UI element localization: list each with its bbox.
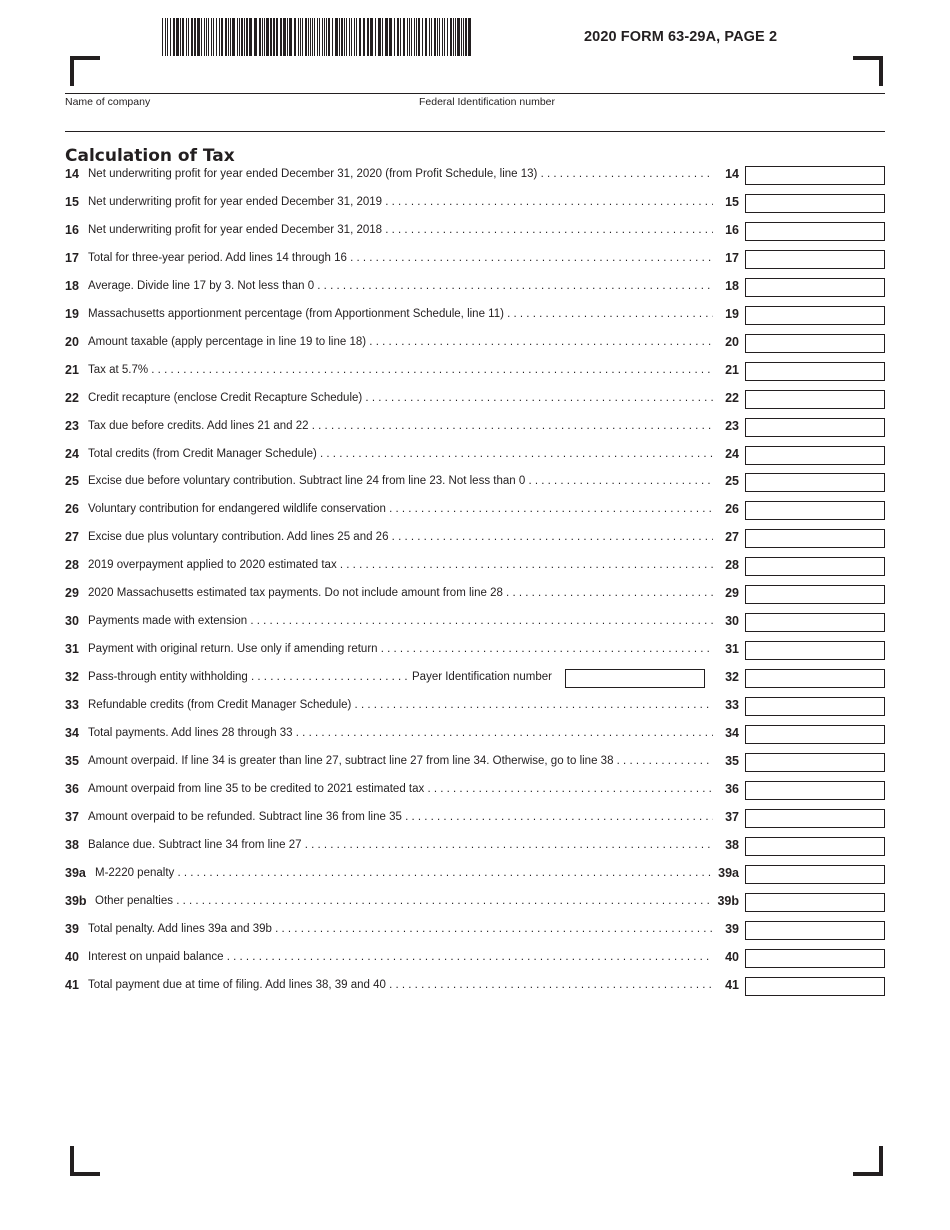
line-32-row — [65, 669, 885, 689]
line-number: 26 — [65, 502, 79, 517]
line-34-row — [65, 725, 885, 745]
line-29-row — [65, 585, 885, 605]
line-21-amount-field[interactable] — [745, 362, 885, 381]
barcode — [162, 18, 472, 56]
line-ref-number: 18 — [725, 278, 739, 293]
line-24-amount-field[interactable] — [745, 446, 885, 465]
line-ref-number: 24 — [725, 446, 739, 461]
line-description-text: Tax due before credits. Add lines 21 and 22 . . . — [88, 420, 713, 432]
line-ref-number: 26 — [725, 502, 739, 517]
line-ref-number: 39b — [717, 893, 739, 908]
barcode-bar — [216, 18, 217, 56]
barcode-bar — [194, 18, 196, 56]
barcode-bar — [246, 18, 248, 56]
line-description-text: Interest on unpaid balance . . . — [88, 951, 713, 963]
barcode-bar — [409, 18, 410, 56]
barcode-bar — [437, 18, 438, 56]
line-number: 14 — [65, 167, 79, 181]
barcode-bar — [453, 18, 454, 56]
line-description — [88, 420, 713, 432]
barcode-bar — [434, 18, 436, 56]
line-description — [88, 923, 713, 935]
barcode-bar — [239, 18, 240, 56]
line-description-text: 2020 Massachusetts estimated tax payments. Do not include amount from line 28 . . . — [88, 587, 713, 599]
line-17-row — [65, 250, 885, 270]
line-14-amount-field[interactable] — [745, 166, 885, 185]
barcode-bar — [450, 18, 452, 56]
line-ref-number: 16 — [725, 222, 739, 237]
line-24-row — [65, 446, 885, 466]
barcode-bar — [165, 18, 166, 56]
line-description — [88, 951, 713, 963]
line-27-row — [65, 529, 885, 549]
barcode-bar — [382, 18, 383, 56]
barcode-bar — [414, 18, 415, 56]
line-ref-number: 37 — [725, 809, 739, 824]
line-ref-number: 30 — [725, 614, 739, 629]
barcode-bar — [346, 18, 347, 56]
line-ref-number: 29 — [725, 586, 739, 601]
barcode-bar — [463, 18, 464, 56]
line-number: 33 — [65, 698, 79, 713]
line-description-text: Payment with original return. Use only if amending return . . . — [88, 643, 713, 655]
line-description-text: Other penalties . . . — [95, 895, 713, 907]
line-description-text: Total payments. Add lines 28 through 33 . . . — [88, 727, 713, 739]
barcode-bar — [287, 18, 288, 56]
barcode-bar — [351, 18, 352, 56]
line-23-amount-field[interactable] — [745, 418, 885, 437]
line-description — [88, 503, 713, 515]
barcode-bar — [367, 18, 369, 56]
line-description — [88, 252, 713, 264]
payer-id-label: Payer Identification number — [412, 671, 552, 684]
line-38-amount-field[interactable] — [745, 837, 885, 856]
line-17-amount-field[interactable] — [745, 250, 885, 269]
header-rule — [65, 93, 885, 94]
barcode-bar — [385, 18, 388, 56]
line-description — [88, 196, 713, 208]
line-description-text: Net underwriting profit for year ended December 31, 2020 (from Profit Schedule, line 13) . . . — [88, 168, 713, 180]
line-number: 31 — [65, 642, 79, 657]
form-title: 2020 FORM 63-29A, PAGE 2 — [584, 29, 778, 45]
barcode-bar — [197, 18, 200, 56]
line-description — [88, 559, 713, 571]
barcode-bar — [266, 18, 269, 56]
barcode-bar — [375, 18, 376, 56]
line-number: 40 — [65, 949, 79, 964]
line-14-row — [65, 166, 885, 186]
line-22-row — [65, 390, 885, 410]
line-29-amount-field[interactable] — [745, 585, 885, 604]
line-ref-number: 27 — [725, 530, 739, 545]
line-number: 35 — [65, 753, 79, 768]
payer-id-field[interactable] — [565, 669, 705, 688]
line-number: 15 — [65, 194, 79, 209]
barcode-bar — [370, 18, 373, 56]
line-description — [95, 867, 713, 879]
line-description — [88, 531, 713, 543]
barcode-bar — [273, 18, 275, 56]
barcode-bar — [191, 18, 193, 56]
line-ref-number: 38 — [725, 837, 739, 852]
line-34-amount-field[interactable] — [745, 725, 885, 744]
barcode-bar — [457, 18, 460, 56]
barcode-bar — [228, 18, 229, 56]
barcode-bar — [244, 18, 245, 56]
line-description-text: Refundable credits (from Credit Manager Schedule) . . . — [88, 699, 713, 711]
line-description-text: Excise due before voluntary contribution. Subtract line 24 from line 23. Not less than 0 . . . — [88, 475, 713, 487]
line-number: 25 — [65, 474, 79, 489]
line-39-amount-field[interactable] — [745, 921, 885, 940]
line-26-row — [65, 501, 885, 521]
line-description-text: Total credits (from Credit Manager Schedule) . . . — [88, 448, 713, 460]
barcode-bar — [359, 18, 361, 56]
crop-mark-bottom-right — [853, 1146, 883, 1176]
line-39b-row — [65, 893, 885, 913]
line-description-text: Amount taxable (apply percentage in line 19 to line 18) . . . — [88, 336, 713, 348]
crop-mark-bottom-left — [70, 1146, 100, 1176]
barcode-bar — [213, 18, 214, 56]
line-number: 37 — [65, 809, 79, 824]
barcode-bar — [328, 18, 330, 56]
line-36-amount-field[interactable] — [745, 781, 885, 800]
line-description-text: Total penalty. Add lines 39a and 39b . . . — [88, 923, 713, 935]
line-35-row — [65, 753, 885, 773]
barcode-bar — [264, 18, 265, 56]
line-ref-number: 14 — [725, 167, 739, 181]
line-number: 39 — [65, 921, 79, 936]
barcode-bar — [324, 18, 325, 56]
barcode-bar — [188, 18, 189, 56]
line-number: 17 — [65, 250, 79, 265]
barcode-bar — [302, 18, 303, 56]
line-description — [88, 392, 713, 404]
line-30-row — [65, 613, 885, 633]
company-name-label: Name of company — [65, 96, 151, 108]
barcode-bar — [389, 18, 392, 56]
section-title: Calculation of Tax — [65, 146, 235, 166]
line-description — [88, 364, 713, 376]
line-ref-number: 32 — [725, 670, 739, 685]
line-39a-row — [65, 865, 885, 885]
line-number: 30 — [65, 614, 79, 629]
line-32-amount-field[interactable] — [745, 669, 885, 688]
line-ref-number: 36 — [725, 781, 739, 796]
line-21-row — [65, 362, 885, 382]
barcode-bar — [230, 18, 231, 56]
line-description-text: Excise due plus voluntary contribution. Add lines 25 and 26 . . . — [88, 531, 713, 543]
line-number: 18 — [65, 278, 79, 293]
line-20-amount-field[interactable] — [745, 334, 885, 353]
line-description-text: Pass-through entity withholding . . . — [88, 671, 408, 683]
barcode-bar — [444, 18, 445, 56]
line-number: 22 — [65, 390, 79, 405]
line-number: 19 — [65, 306, 79, 321]
barcode-bar — [339, 18, 340, 56]
barcode-bar — [173, 18, 175, 56]
line-28-row — [65, 557, 885, 577]
line-number: 29 — [65, 586, 79, 601]
barcode-bar — [211, 18, 212, 56]
line-26-amount-field[interactable] — [745, 501, 885, 520]
line-ref-number: 15 — [725, 194, 739, 209]
line-31-row — [65, 641, 885, 661]
barcode-bar — [363, 18, 365, 56]
line-36-row — [65, 781, 885, 801]
line-40-row — [65, 949, 885, 969]
line-39a-amount-field[interactable] — [745, 865, 885, 884]
barcode-bar — [170, 18, 171, 56]
line-description — [88, 979, 713, 991]
barcode-bar — [378, 18, 381, 56]
line-41-row — [65, 977, 885, 997]
line-number: 34 — [65, 726, 79, 740]
line-number: 28 — [65, 558, 79, 573]
barcode-bar — [219, 18, 220, 56]
barcode-bar — [162, 18, 163, 56]
barcode-bar — [416, 18, 417, 56]
line-description — [88, 280, 713, 292]
line-description-text: Balance due. Subtract line 34 from line 27 . . . — [88, 839, 713, 851]
line-description-text: Net underwriting profit for year ended December 31, 2018 . . . — [88, 224, 713, 236]
barcode-bar — [400, 18, 401, 56]
barcode-bar — [394, 18, 395, 56]
barcode-bar — [461, 18, 462, 56]
line-description — [88, 168, 713, 180]
barcode-bar — [403, 18, 405, 56]
fein-label: Federal Identification number — [419, 96, 555, 108]
barcode-bar — [262, 18, 263, 56]
line-19-row — [65, 306, 885, 326]
barcode-bar — [167, 18, 168, 56]
barcode-bar — [418, 18, 420, 56]
barcode-bar — [249, 18, 252, 56]
line-number: 32 — [65, 670, 79, 685]
line-28-amount-field[interactable] — [745, 557, 885, 576]
barcode-bar — [283, 18, 286, 56]
barcode-bar — [314, 18, 315, 56]
line-description-text: Average. Divide line 17 by 3. Not less than 0 . . . — [88, 280, 713, 292]
line-description — [88, 811, 713, 823]
barcode-bar — [326, 18, 327, 56]
barcode-bar — [300, 18, 301, 56]
line-description — [88, 336, 713, 348]
line-19-amount-field[interactable] — [745, 306, 885, 325]
barcode-bar — [335, 18, 338, 56]
line-number: 23 — [65, 418, 79, 433]
barcode-bar — [411, 18, 412, 56]
line-ref-number: 25 — [725, 474, 739, 489]
barcode-bar — [429, 18, 430, 56]
line-22-amount-field[interactable] — [745, 390, 885, 409]
barcode-bar — [312, 18, 313, 56]
line-18-amount-field[interactable] — [745, 278, 885, 297]
line-16-amount-field[interactable] — [745, 222, 885, 241]
line-description-text: Total for three-year period. Add lines 14 through 16 . . . — [88, 252, 713, 264]
barcode-bar — [455, 18, 456, 56]
barcode-bar — [425, 18, 427, 56]
barcode-bar — [447, 18, 448, 56]
line-ref-number: 33 — [725, 698, 739, 713]
line-ref-number: 19 — [725, 306, 739, 321]
line-16-row — [65, 222, 885, 242]
barcode-bar — [468, 18, 471, 56]
line-description-text: Voluntary contribution for endangered wildlife conservation . . . — [88, 503, 713, 515]
crop-mark-top-left — [70, 56, 100, 86]
barcode-bar — [254, 18, 257, 56]
line-number: 39a — [65, 865, 86, 880]
line-ref-number: 41 — [725, 977, 739, 992]
line-description — [88, 783, 713, 795]
line-35-amount-field[interactable] — [745, 753, 885, 772]
line-description — [88, 727, 713, 739]
line-description-text: Net underwriting profit for year ended December 31, 2019 . . . — [88, 196, 713, 208]
barcode-bar — [298, 18, 299, 56]
line-38-row — [65, 837, 885, 857]
line-23-row — [65, 418, 885, 438]
barcode-bar — [317, 18, 318, 56]
line-31-amount-field[interactable] — [745, 641, 885, 660]
line-ref-number: 20 — [725, 334, 739, 349]
barcode-bar — [407, 18, 408, 56]
barcode-bar — [431, 18, 432, 56]
line-description-text: Credit recapture (enclose Credit Recapture Schedule) . . . — [88, 392, 713, 404]
barcode-bar — [221, 18, 223, 56]
line-ref-number: 28 — [725, 558, 739, 573]
crop-mark-top-right — [853, 56, 883, 86]
line-number: 38 — [65, 837, 79, 852]
barcode-bar — [237, 18, 238, 56]
line-number: 20 — [65, 334, 79, 349]
line-15-amount-field[interactable] — [745, 194, 885, 213]
barcode-bar — [259, 18, 261, 56]
line-15-row — [65, 194, 885, 214]
line-number: 41 — [65, 977, 79, 992]
line-ref-number: 39 — [725, 921, 739, 936]
line-description — [88, 615, 713, 627]
identification-rule — [65, 131, 885, 132]
line-description — [88, 448, 713, 460]
line-description — [88, 643, 713, 655]
line-description-text: 2019 overpayment applied to 2020 estimated tax . . . — [88, 559, 713, 571]
line-ref-number: 31 — [725, 642, 739, 657]
barcode-bar — [208, 18, 209, 56]
line-description — [95, 895, 713, 907]
barcode-bar — [442, 18, 443, 56]
line-number: 16 — [65, 222, 79, 237]
barcode-bar — [332, 18, 333, 56]
line-39-row — [65, 921, 885, 941]
barcode-bar — [201, 18, 202, 56]
line-ref-number: 22 — [725, 390, 739, 405]
line-37-row — [65, 809, 885, 829]
barcode-bar — [241, 18, 243, 56]
barcode-bar — [294, 18, 296, 56]
barcode-bar — [308, 18, 309, 56]
line-description — [88, 699, 713, 711]
line-ref-number: 39a — [718, 865, 739, 880]
barcode-bar — [322, 18, 323, 56]
barcode-bar — [289, 18, 292, 56]
barcode-bar — [319, 18, 320, 56]
barcode-bar — [344, 18, 345, 56]
barcode-bar — [439, 18, 440, 56]
line-description-text: Payments made with extension . . . — [88, 615, 713, 627]
line-description — [88, 839, 713, 851]
line-number: 24 — [65, 446, 79, 461]
line-33-amount-field[interactable] — [745, 697, 885, 716]
line-ref-number: 40 — [725, 949, 739, 964]
line-20-row — [65, 334, 885, 354]
line-description — [88, 475, 713, 487]
line-18-row — [65, 278, 885, 298]
line-ref-number: 17 — [725, 250, 739, 265]
line-ref-number: 21 — [725, 362, 739, 377]
line-number: 27 — [65, 530, 79, 545]
barcode-bar — [341, 18, 343, 56]
line-description — [88, 671, 408, 683]
line-number: 36 — [65, 781, 79, 796]
line-41-amount-field[interactable] — [745, 977, 885, 996]
line-33-row — [65, 697, 885, 717]
line-number: 39b — [65, 893, 87, 908]
barcode-bar — [180, 18, 181, 56]
barcode-bar — [465, 18, 467, 56]
barcode-bar — [349, 18, 350, 56]
barcode-bar — [225, 18, 227, 56]
line-description-text: Tax at 5.7% . . . — [88, 364, 713, 376]
barcode-bar — [305, 18, 307, 56]
barcode-bar — [354, 18, 355, 56]
barcode-bar — [422, 18, 423, 56]
line-ref-number: 35 — [725, 753, 739, 768]
line-description-text: Amount overpaid. If line 34 is greater than line 27, subtract line 27 from line 34. Otherwise, go to line 38 . . . — [88, 755, 713, 767]
barcode-bar — [204, 18, 205, 56]
line-description-text: Amount overpaid to be refunded. Subtract line 36 from line 35 . . . — [88, 811, 713, 823]
barcode-bar — [232, 18, 235, 56]
line-number: 21 — [65, 362, 79, 377]
line-40-amount-field[interactable] — [745, 949, 885, 968]
barcode-bar — [280, 18, 282, 56]
barcode-bar — [182, 18, 184, 56]
barcode-bar — [397, 18, 399, 56]
barcode-bar — [206, 18, 207, 56]
line-ref-number: 34 — [725, 726, 739, 740]
line-description-text: Massachusetts apportionment percentage (from Apportionment Schedule, line 11) . . . — [88, 308, 713, 320]
line-description — [88, 587, 713, 599]
line-description-text: M-2220 penalty . . . — [95, 867, 713, 879]
line-39b-amount-field[interactable] — [745, 893, 885, 912]
barcode-bar — [186, 18, 187, 56]
barcode-bar — [310, 18, 311, 56]
line-25-row — [65, 473, 885, 493]
line-30-amount-field[interactable] — [745, 613, 885, 632]
barcode-bar — [176, 18, 179, 56]
line-37-amount-field[interactable] — [745, 809, 885, 828]
line-description-text: Total payment due at time of filing. Add lines 38, 39 and 40 . . . — [88, 979, 713, 991]
barcode-bar — [270, 18, 272, 56]
line-ref-number: 23 — [725, 418, 739, 433]
barcode-bar — [356, 18, 357, 56]
line-description — [88, 224, 713, 236]
line-description — [88, 755, 713, 767]
line-27-amount-field[interactable] — [745, 529, 885, 548]
line-description-text: Amount overpaid from line 35 to be credited to 2021 estimated tax . . . — [88, 783, 713, 795]
line-description — [88, 308, 713, 320]
barcode-bar — [276, 18, 278, 56]
line-25-amount-field[interactable] — [745, 473, 885, 492]
